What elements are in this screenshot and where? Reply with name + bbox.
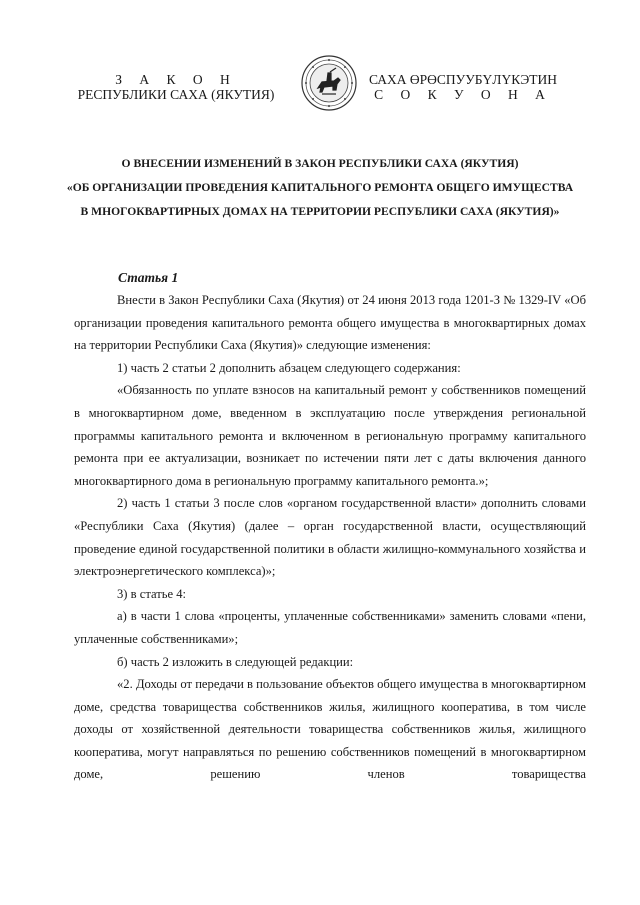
law-label: З А К О Н <box>115 72 237 87</box>
paragraph: 2) часть 1 статьи 3 после слов «органом государственной власти» дополнить словами «Республики Саха (Якутия) (далее – орган государственной власти, осуществляющий проведение единой государственной политики в области жилищно-коммунального хозяйства и электроэнергетического комплекса)»; <box>74 496 586 579</box>
paragraph: Внести в Закон Республики Саха (Якутия) от 24 июня 2013 года 1201-З № 1329-IV «Об организации проведения капитального ремонта общего имущества в многоквартирных домах на территории Республики Саха (Якутия)» следующие изменения: <box>74 293 586 353</box>
paragraph: «2. Доходы от передачи в пользование объектов общего имущества в многоквартирном доме, средства товарищества собственников жилья, жилищного кооператива, в том числе доходы от хозяйственной деятельности товарищества собственников жилья, жилищного кооператива, могут направляться по решению собственников помещений в многоквартирном доме, решению членов товарищества <box>74 677 586 782</box>
header-right <box>364 72 562 102</box>
republic-emblem-icon <box>300 54 358 112</box>
document-title <box>60 152 580 224</box>
title-line: «ОБ ОРГАНИЗАЦИИ ПРОВЕДЕНИЯ КАПИТАЛЬНОГО РЕМОНТА ОБЩЕГО ИМУЩЕСТВА <box>66 181 574 194</box>
paragraph: а) в части 1 слова «проценты, уплаченные собственниками» заменить словами «пени, уплаченные собственниками»; <box>74 609 586 646</box>
article-heading: Статья 1 <box>118 270 179 285</box>
title-line: О ВНЕСЕНИИ ИЗМЕНЕНИЙ В ЗАКОН РЕСПУБЛИКИ САХА (ЯКУТИЯ) <box>121 157 519 170</box>
republic-name-sakha: САХА ӨРӨСПУУБҮЛҮКЭТИН <box>368 72 558 87</box>
paragraph: «Обязанность по уплате взносов на капитальный ремонт у собственников помещений в многоквартирном доме, введенном в эксплуатацию после утверждения региональной программы капитального ремонта и включенном в региональную программу капитального ремонта при ее актуализации, возникает по истечении пяти лет с даты включения данного многоквартирного дома в региональную программу капитального ремонта.»; <box>74 383 586 488</box>
law-label-sakha: С О К У О Н А <box>374 87 552 102</box>
document-body <box>74 289 586 786</box>
paragraph: 1) часть 2 статьи 2 дополнить абзацем следующего содержания: <box>117 360 461 375</box>
title-line: В МНОГОКВАРТИРНЫХ ДОМАХ НА ТЕРРИТОРИИ РЕСПУБЛИКИ САХА (ЯКУТИЯ)» <box>80 205 560 218</box>
paragraph: 3) в статье 4: <box>117 586 187 601</box>
header-left <box>62 72 290 102</box>
paragraph: б) часть 2 изложить в следующей редакции: <box>117 654 354 669</box>
republic-name: РЕСПУБЛИКИ САХА (ЯКУТИЯ) <box>77 87 275 102</box>
